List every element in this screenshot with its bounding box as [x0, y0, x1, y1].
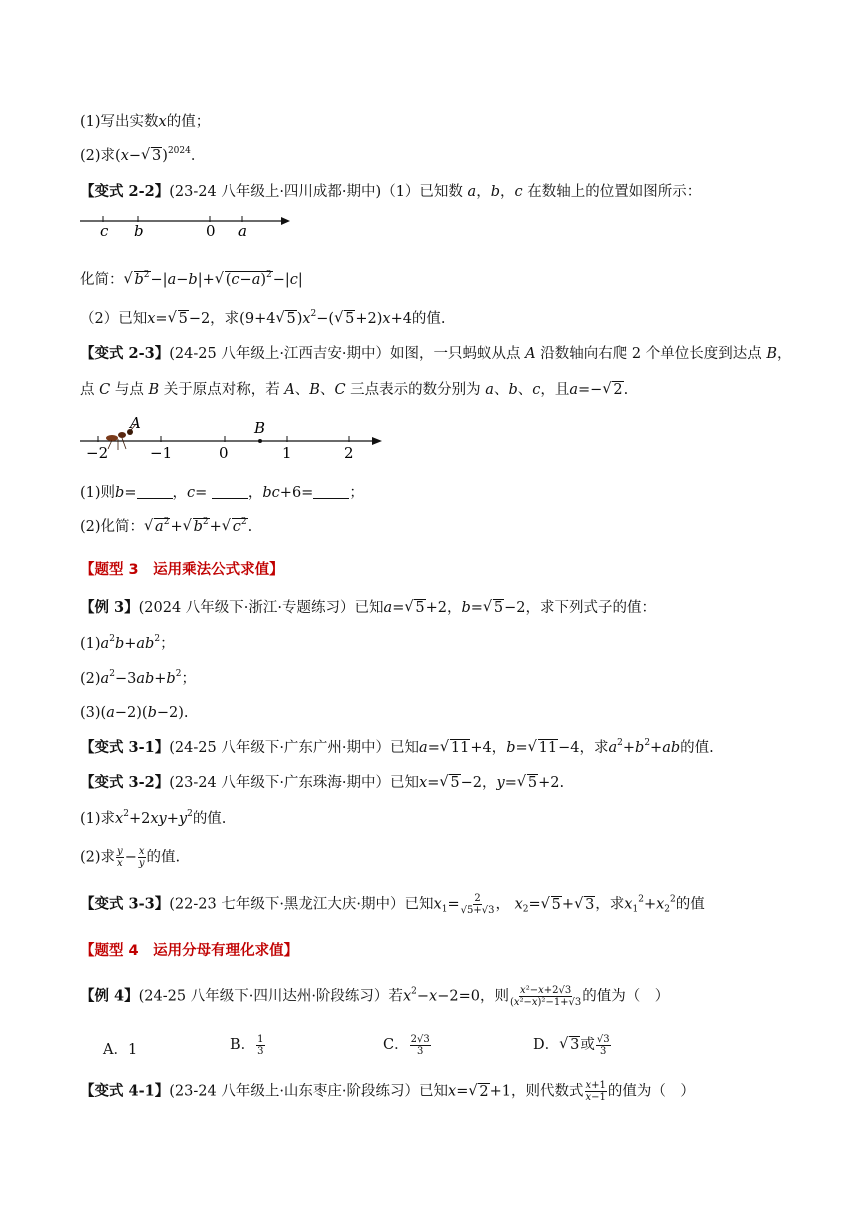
nl2-label-B: B — [254, 419, 266, 437]
nl1-label-0: 0 — [206, 222, 216, 240]
ex3-part1: $(1)a^2b+ab^2$； — [80, 634, 175, 652]
v23-part2: (2)化简：√ $a^2+√$ $b^2+√$ $c^2$. — [80, 517, 252, 537]
ex4-option-d[interactable]: D．√ 3或 $\frac{√3}{3}$ — [533, 1033, 612, 1057]
ex4-option-c[interactable]: C． $\frac{2√3}{3}$ — [383, 1033, 430, 1057]
ex4-option-a[interactable]: A．1 — [103, 1042, 138, 1058]
ex3-heading: 【例 3】(2024 八年级下·浙江·专题练习）已知a=√ 5+2，b=√ 5−2，求下列式子的值： — [80, 598, 656, 618]
v33-heading: 【变式 3-3】(22-23 七年级下·黑龙江大庆·期中）已知$x_1=$ $\frac{2}{√5+√3}$ ， $x_2=√$ 5+√ 3，求$x_1^2+x_2^2$的值 — [80, 893, 705, 916]
nl1-label-b: b — [134, 222, 144, 240]
nl2-label-1: 1 — [282, 444, 292, 460]
nl1-label-c: c — [100, 222, 109, 240]
nl1-label-a: a — [238, 222, 247, 240]
v23-line2: 点 C 与点 B 关于原点对称，若 A、B、C 三点表示的数分别为 a、b、c，且a=−√ 2. — [80, 380, 628, 400]
v22-simplify: 化简：√ $b^2-|a-b|+√$ $(c-a)^2-|c|$ — [80, 270, 303, 290]
q1-part2: (2)求(x−√ 3)$^{2024}$． — [80, 146, 205, 166]
number-line-abc — [78, 212, 298, 242]
v32-part2: (2)求 $\frac{y}{x}$ − $\frac{x}{y}$ 的值. — [80, 846, 181, 869]
nl2-label-neg2: −2 — [86, 444, 109, 460]
v23-heading: 【变式 2-3】(24-25 八年级上·江西吉安·期中）如图，一只蚂蚁从点 A 沿数轴向右爬 2 个单位长度到达点 B， — [80, 345, 792, 362]
nl2-label-2: 2 — [344, 444, 354, 460]
v41-heading: 【变式 4-1】(23-24 八年级上·山东枣庄·阶段练习）已知x=√ 2+1，则代数式 $\frac{x+1}{x-1}$ 的值为（ ） — [80, 1080, 695, 1103]
nl2-label-A: A — [130, 415, 141, 432]
nl2-label-0: 0 — [219, 444, 229, 460]
number-line-ant — [78, 415, 388, 460]
v32-heading: 【变式 3-2】(23-24 八年级下·广东珠海·期中）已知x=√ 5−2，y=√ 5+2. — [80, 773, 564, 793]
v31-heading: 【变式 3-1】(24-25 八年级下·广东广州·期中）已知a=√ 11+4，b=√ 11−4，求$a^2+b^2+ab$的值. — [80, 738, 714, 758]
v32-part1: (1)求$x^2+2xy+y^2$的值. — [80, 809, 227, 827]
type4-title: 【题型 4 运用分母有理化求值】 — [80, 943, 299, 959]
type3-title: 【题型 3 运用乘法公式求值】 — [80, 562, 284, 578]
v23-part1: (1)则b= ，c= ，bc+6= ； — [80, 485, 364, 501]
ex3-part2: $(2)a^2-3ab+b^2$； — [80, 669, 196, 687]
v22-part2: （2）已知x=√ 5−2，求(9+4√ $5)x^2-(√$ 5+2)x+4的值. — [80, 309, 446, 329]
ex4-option-b[interactable]: B． $\frac{1}{3}$ — [230, 1033, 264, 1057]
nl2-label-neg1: −1 — [150, 444, 173, 460]
q1-part1: (1)写出实数x的值； — [80, 114, 211, 130]
v22-heading: 【变式 2-2】(23-24 八年级上·四川成都·期中)（1）已知数 a，b，c 在数轴上的位置如图所示： — [80, 183, 702, 200]
ex3-part3: (3)(a−2)(b−2). — [80, 705, 189, 721]
ex4-heading: 【例 4】(24-25 八年级下·四川达州·阶段练习）若$x^2-x-2=0$，则 $\frac{\text{x²−x+2√3}}{\text{(x²−x)²−1+√3}}$ 的值为（ ） — [80, 985, 670, 1008]
